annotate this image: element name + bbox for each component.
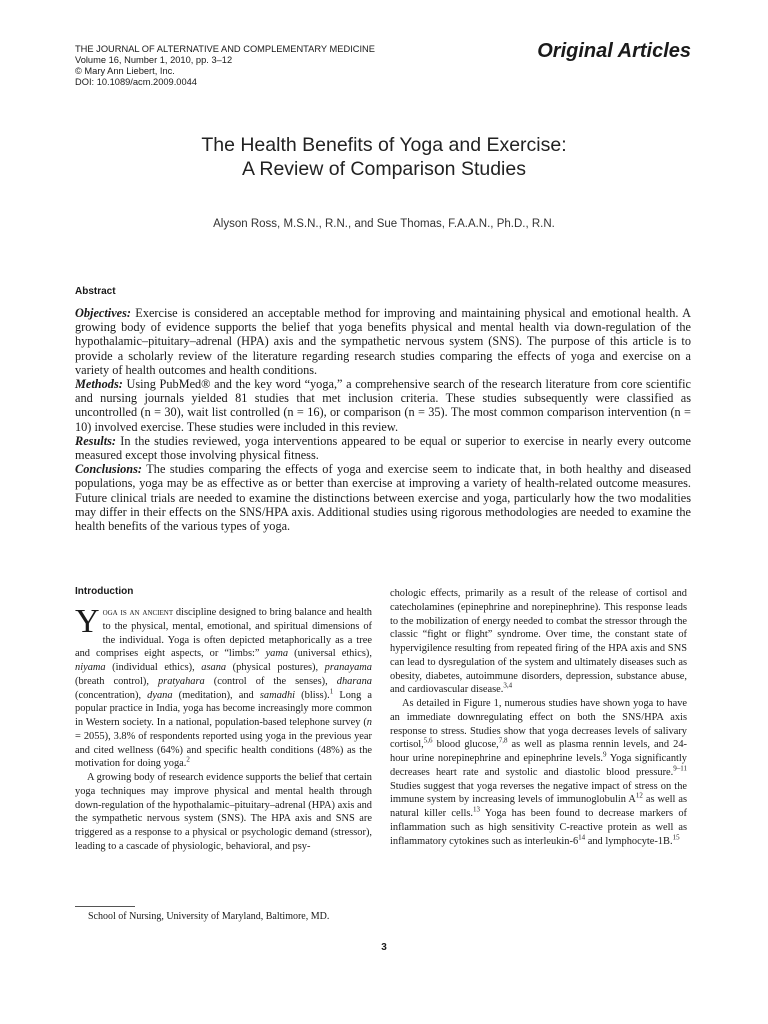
text-run: blood glucose,: [432, 739, 499, 751]
abstract-methods: [75, 377, 691, 434]
journal-name: THE JOURNAL OF ALTERNATIVE AND COMPLEMENTARY MEDICINE: [75, 44, 375, 54]
text-run: (breath control),: [75, 675, 158, 687]
text-run: and lymphocyte-1B.: [585, 835, 673, 847]
term-yama: yama: [265, 648, 289, 660]
term-pranayama: pranayama: [324, 662, 372, 673]
journal-header: [75, 44, 375, 88]
affiliation-footnote: School of Nursing, University of Maryland, Baltimore, MD.: [88, 911, 330, 922]
text-run: (universal ethics),: [288, 648, 372, 660]
n-symbol: n: [366, 717, 372, 728]
right-paragraph-1: [390, 587, 687, 697]
citation: 2: [186, 755, 190, 764]
article-title: [0, 133, 768, 181]
abstract-body: [75, 306, 691, 533]
term-pratyahara: pratyahara: [157, 675, 205, 687]
right-column: [390, 587, 687, 848]
text-run: = 2055), 3.8% of respondents reported using yoga in the previous year and cited wellness (64%) and specific health conditions (48%) as the motivation for doing yoga.: [75, 730, 372, 770]
intro-paragraph-1: [75, 603, 372, 771]
citation: 9–11: [673, 764, 687, 773]
volume-info: Volume 16, Number 1, 2010, pp. 3–12: [75, 55, 233, 65]
citation: 1: [329, 687, 334, 696]
citation: 14: [578, 833, 586, 842]
conclusions-label: Conclusions:: [75, 462, 142, 477]
title-line-1: The Health Benefits of Yoga and Exercise:: [201, 134, 567, 156]
citation: 9: [602, 750, 607, 759]
text-run: discipline designed to bring balance and health to the physical, mental, emotional, and spiritual dimensions of the individual. Yoga is often depicted metaphorically as a tree and comprises eight aspects, or “limbs:”: [75, 607, 372, 660]
abstract-results: [75, 434, 691, 462]
authors: Alyson Ross, M.S.N., R.N., and Sue Thomas, F.A.A.N., Ph.D., R.N.: [213, 218, 555, 230]
citation: 13: [472, 805, 480, 814]
text-run: (physical postures),: [226, 662, 325, 673]
text-run: (meditation), and: [172, 689, 260, 701]
text-run: (control of the senses),: [204, 675, 337, 687]
copyright: © Mary Ann Liebert, Inc.: [75, 66, 175, 76]
text-run: (bliss).: [295, 689, 330, 701]
intro-paragraph-2: A growing body of research evidence supports the belief that certain yoga techniques may improve physical and mental health through down-regulation of the hypothalamic–pituitary–adrenal (HPA) axis and the sympathetic nervous system (SNS). The HPA axis and SNS are triggered as a response to a physical or psychologic demand (stressor), leading to a cascade of physiologic, behavioral, and psy-: [75, 772, 372, 852]
citation: 12: [635, 791, 643, 800]
text-run: as well as plasma rennin levels, and 24-hour urine norepinephrine and epinephrine levels.: [390, 739, 687, 764]
right-paragraph-2: [390, 697, 687, 848]
text-run: as well as natural killer cells.: [390, 794, 687, 819]
footnote-divider: [75, 906, 135, 907]
citation: 15: [672, 833, 680, 842]
methods-text: Using PubMed® and the key word “yoga,” a comprehensive search of the research literature from core scientific and nursing journals yielded 81 studies that met inclusion criteria. These studies subsequently were classified as uncontrolled (n = 30), wait list controlled (n = 16), or comparison (n = 35). The most common comparison intervention (n = 10) involved exercise. These studies were included in this review.: [75, 377, 691, 434]
text-run: Yoga significantly decreases heart rate and systolic and diastolic blood pressure.: [390, 753, 688, 778]
citation: 7,8: [498, 736, 508, 745]
abstract-heading: Abstract: [75, 286, 116, 297]
text-run: Yoga has been found to decrease markers of inflammation such as high sensitivity C-reactive protein as well as inflammatory cytokines such as interleukin-6: [390, 808, 687, 847]
doi: DOI: 10.1089/acm.2009.0044: [75, 77, 197, 87]
objectives-text: Exercise is considered an acceptable method for improving and maintaining physical and emotional health. A growing body of evidence supports the belief that yoga benefits physical and mental health via down-regulation of the hypothalamic–pituitary–adrenal (HPA) axis and the sympathetic nervous system (SNS). The purpose of this article is to provide a scholarly review of the literature regarding research studies comparing the effects of yoga and exercise on a variety of health outcomes and health conditions.: [75, 306, 691, 377]
term-dyana: dyana: [147, 689, 173, 701]
left-column: [75, 586, 372, 854]
term-samadhi: samadhi: [259, 689, 296, 701]
results-label: Results:: [75, 433, 116, 448]
text-run: Long a popular practice in India, yoga has become increasingly more common in Western society. In a national, population-based telephone survey (: [75, 689, 372, 728]
text-run: As detailed in Figure 1, numerous studies have shown yoga to have an immediate downregulating effect on both the SNS/HPA axis response to stress. Studies show that yoga decreases levels of salivary cortisol,: [390, 698, 687, 751]
lead-caps: oga is an ancient: [102, 607, 174, 618]
methods-label: Methods:: [75, 377, 123, 392]
conclusions-text: The studies comparing the effects of yoga and exercise seem to indicate that, in both healthy and diseased populations, yoga may be as effective as or better than exercise at improving a variety of health-related outcome measures. Future clinical trials are needed to examine the distinctions between exercise and yoga, particularly how the two modalities may differ in their effects on the SNS/HPA axis. Additional studies using rigorous methodologies are needed to examine the health benefits of the various types of yoga.: [75, 462, 691, 534]
term-asana: asana: [201, 662, 227, 673]
objectives-label: Objectives:: [75, 306, 131, 320]
abstract-objectives: [75, 306, 691, 377]
citation: 3,4: [503, 681, 513, 690]
title-line-2: A Review of Comparison Studies: [242, 158, 526, 180]
intro-heading: Introduction: [75, 586, 134, 597]
term-dharana: dharana: [336, 675, 372, 687]
drop-cap: Y: [75, 603, 100, 640]
results-text: In the studies reviewed, yoga interventions appeared to be equal or superior to exercise in nearly every outcome measured except those involving physical fitness.: [75, 433, 691, 463]
section-label: Original Articles: [537, 40, 691, 62]
term-niyama: niyama: [75, 662, 106, 673]
text-run: (concentration),: [75, 689, 148, 701]
text-run: Studies suggest that yoga reverses the negative impact of stress on the immune system by increasing levels of immunoglobulin A: [390, 780, 687, 806]
text-run: chologic effects, primarily as a result of the release of cortisol and catecholamines (epinephrine and norepinephrine). This response leads to the mobilization of energy needed to combat the stressor through the classic “fight or flight” syndrome. Over time, the constant state of hypervigilence resulting from repeated firing of the HPA axis and SNS can lead to dysregulation of the system and ultimately diseases such as obesity, diabetes, autoimmune disorders, depression, substance abuse, and cardiovascular disease.: [390, 588, 687, 696]
abstract-conclusions: [75, 462, 691, 533]
citation: 5,6: [423, 736, 433, 745]
text-run: (individual ethics),: [105, 662, 202, 673]
page-number: 3: [381, 942, 387, 953]
